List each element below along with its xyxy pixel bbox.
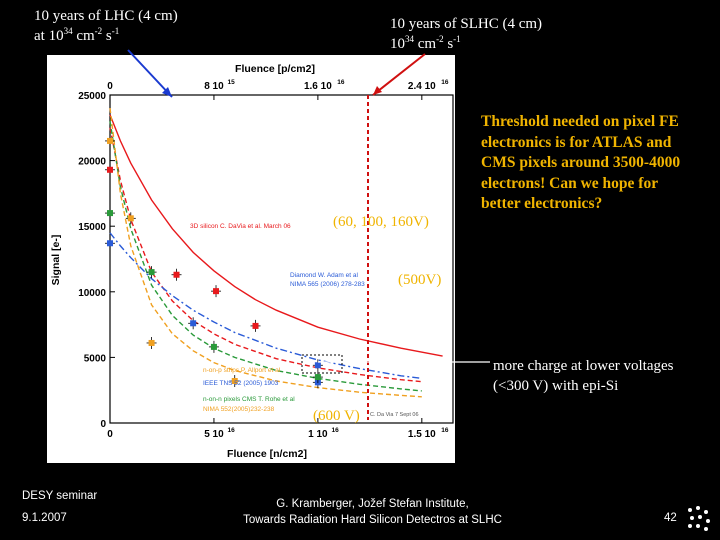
footer-credit bbox=[235, 496, 510, 528]
footer-date: 9.1.2007 bbox=[22, 512, 67, 524]
y-tick-label: 25000 bbox=[78, 91, 106, 102]
lhc-line-1: 10 years of LHC (4 cm) bbox=[34, 8, 178, 24]
top-tick-exponent: 16 bbox=[441, 79, 449, 86]
x-tick-label: 1.5 10 bbox=[407, 429, 436, 440]
threshold-note: Threshold needed on pixel FE electronics is for ATLAS and CMS pixels around 3500-4000 electrons! Can we hope for better electronics? bbox=[481, 113, 681, 212]
y-tick-label: 0 bbox=[100, 419, 106, 430]
slhc-arrow bbox=[373, 54, 425, 95]
annotation-diamond-2: NIMA 565 (2006) 278-283 bbox=[290, 281, 365, 288]
footer-author: G. Kramberger, Jožef Stefan Institute, bbox=[276, 498, 469, 510]
voltage-label-1: (60, 100, 160V) bbox=[333, 214, 429, 230]
y-tick-label: 20000 bbox=[78, 156, 106, 168]
x-tick-label: 5 10 bbox=[204, 429, 224, 440]
y-tick-label: 5000 bbox=[83, 353, 106, 365]
institute-logo-icon bbox=[684, 504, 714, 534]
y-tick-label: 15000 bbox=[78, 222, 106, 234]
annotation-rohe-2: NIMA 552(2005)232-238 bbox=[203, 406, 275, 413]
footer-page-number: 42 bbox=[664, 512, 677, 524]
x-tick-exponent: 16 bbox=[441, 427, 449, 434]
lhc-line-2: at $10^{34}$ $cm^{-2}$ $s^{-1}$ bbox=[34, 26, 120, 44]
slhc-line-1: 10 years of SLHC (4 cm) bbox=[390, 16, 543, 32]
annotation-credit: C. Da Via 7 Sept 06 bbox=[370, 412, 419, 418]
voltage-label-2: (500V) bbox=[398, 272, 442, 288]
top-tick-label: 1.6 10 bbox=[303, 81, 332, 92]
x-tick-label: 1 10 bbox=[308, 429, 328, 440]
annotation-allport-2: IEEE TNS 52 (2005) 1903 bbox=[203, 380, 279, 387]
annotation-3d-silicon: 3D silicon C. DaVia et al. March 06 bbox=[190, 223, 291, 230]
top-tick-label: 2.4 10 bbox=[407, 81, 436, 92]
y-axis-label: Signal [e-] bbox=[50, 234, 62, 286]
x-tick-label: 0 bbox=[107, 429, 113, 440]
y-tick-label: 10000 bbox=[78, 287, 106, 299]
top-tick-exponent: 16 bbox=[337, 79, 345, 86]
x-tick-exponent: 16 bbox=[331, 427, 339, 434]
x-axis-label: Fluence [n/cm2] bbox=[227, 448, 307, 460]
top-tick-label: 8 10 bbox=[204, 81, 224, 92]
annotation-allport-1: n-on-p strips P. Allport et al bbox=[203, 367, 281, 374]
x-tick-exponent: 16 bbox=[227, 427, 235, 434]
slhc-arrowhead bbox=[373, 86, 382, 95]
slhc-line-2: $10^{34}$ $cm^{-2}$ $s^{-1}$ bbox=[390, 34, 461, 52]
top-axis-label: Fluence [p/cm2] bbox=[235, 63, 315, 75]
top-tick-exponent: 15 bbox=[227, 79, 235, 86]
epi-note: more charge at lower voltages (<300 V) with epi-Si bbox=[493, 358, 674, 394]
annotation-rohe-1: n-on-n pixels CMS T. Rohe et al bbox=[203, 396, 295, 403]
top-tick-label: 0 bbox=[107, 81, 113, 92]
voltage-label-3: (600 V) bbox=[313, 408, 360, 424]
annotation-diamond-1: Diamond W. Adam et al bbox=[290, 272, 358, 279]
footer-seminar: DESY seminar bbox=[22, 490, 98, 502]
footer-title: Towards Radiation Hard Silicon Detectros at SLHC bbox=[243, 514, 502, 526]
